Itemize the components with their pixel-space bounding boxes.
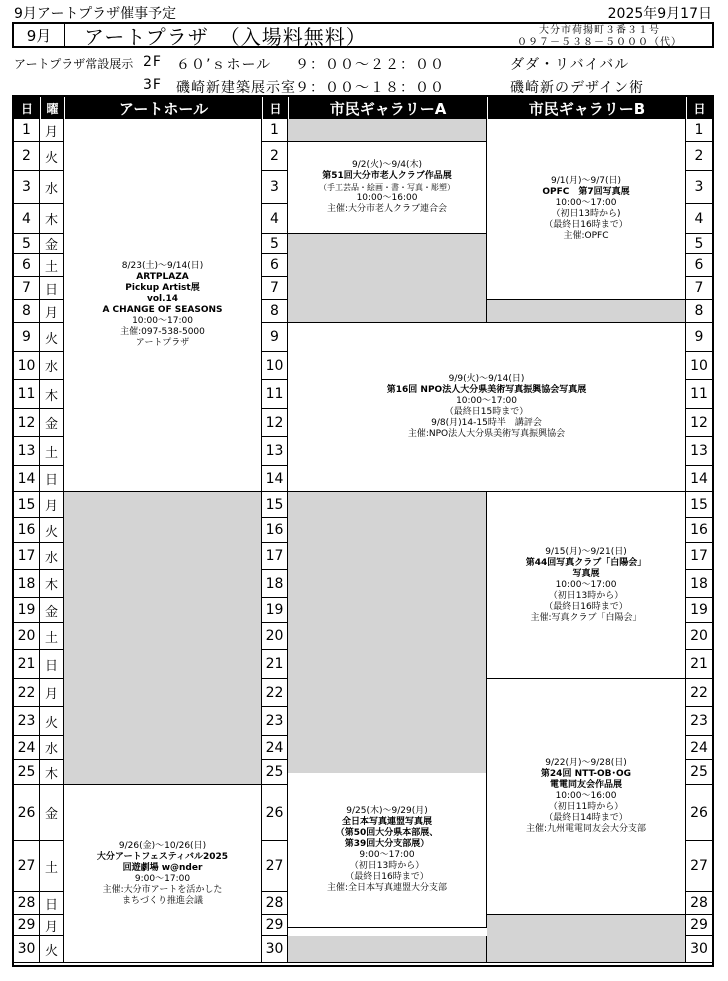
event-line: （最終日16時まで）	[544, 220, 628, 230]
day-number: 17	[14, 543, 40, 570]
event-line: アートプラザ	[135, 338, 190, 348]
day-number: 9	[14, 323, 40, 352]
day-number: 19	[14, 598, 40, 623]
event-hall2	[64, 785, 262, 963]
day-number-2: 10	[262, 352, 288, 380]
day-number-2: 20	[262, 623, 288, 650]
weekday: 木	[40, 380, 64, 409]
event-line: 主催:大分市老人クラブ連合会	[326, 204, 448, 214]
day-number: 10	[14, 352, 40, 380]
day-number: 25	[14, 760, 40, 785]
event-line: ARTPLAZA	[136, 272, 189, 282]
day-number-3: 24	[686, 736, 712, 760]
day-number: 7	[14, 277, 40, 300]
event-line: 電電同友会作品展	[549, 780, 622, 790]
permanent-floor-2f: 2F	[143, 54, 162, 70]
day-number-3: 6	[686, 254, 712, 277]
event-a2	[288, 773, 487, 928]
day-number: 21	[14, 650, 40, 679]
day-number-2: 24	[262, 736, 288, 760]
day-number-2: 26	[262, 785, 288, 841]
day-number-3: 16	[686, 518, 712, 543]
event-line: 8/23(土)～9/14(日)	[121, 261, 204, 271]
event-ab1	[288, 323, 686, 492]
day-number: 22	[14, 679, 40, 707]
event-b2	[487, 492, 686, 679]
day-number-2: 11	[262, 380, 288, 409]
day-number-2: 28	[262, 892, 288, 915]
day-number-3: 18	[686, 570, 712, 598]
event-line: 主催:OPFC	[563, 231, 609, 241]
day-number-3: 11	[686, 380, 712, 409]
event-line: （最終日15時まで）	[444, 407, 529, 417]
day-number-2: 22	[262, 679, 288, 707]
event-line: 9/15(月)～9/21(日)	[545, 546, 627, 557]
event-b1	[487, 119, 686, 300]
event-line: 主催:全日本写真連盟大分支部	[326, 883, 448, 893]
weekday: 金	[40, 234, 64, 254]
day-number-3: 15	[686, 492, 712, 518]
col-header-gallery-a: 市民ギャラリーA	[288, 97, 487, 119]
day-number: 12	[14, 409, 40, 437]
event-line: （初日11時から）	[548, 802, 624, 812]
day-number-2: 2	[262, 142, 288, 171]
day-number-3: 5	[686, 234, 712, 254]
day-number-2: 30	[262, 936, 288, 963]
event-line: Pickup Artist展	[125, 283, 200, 293]
weekday: 火	[40, 518, 64, 543]
weekday: 金	[40, 598, 64, 623]
day-number: 23	[14, 707, 40, 736]
day-number-2: 6	[262, 254, 288, 277]
event-a1	[288, 142, 487, 234]
event-line: （第50回大分県本部展、	[335, 828, 439, 838]
weekday: 月	[40, 492, 64, 518]
day-number-3: 29	[686, 915, 712, 936]
event-line: 大分アートフェスティバル2025	[96, 851, 229, 862]
day-number-3: 1	[686, 119, 712, 142]
permanent-room-2f: ６０’ｓホール	[176, 57, 272, 73]
event-line: 10:00～17:00	[555, 579, 617, 590]
event-line: まちづくり推進会議	[122, 895, 203, 906]
day-number-2: 19	[262, 598, 288, 623]
day-number-2: 5	[262, 234, 288, 254]
weekday: 火	[40, 707, 64, 736]
event-line: 9/2(火)～9/4(木)	[351, 160, 422, 170]
event-line: 第39回大分支部展）	[344, 839, 430, 849]
col-header-weekday: 曜	[40, 97, 64, 119]
empty-slot	[487, 300, 686, 323]
event-line: 9/25(木)～9/29(月)	[346, 806, 428, 816]
permanent-hours-2f: ９：００～２２：００	[295, 57, 445, 73]
weekday: 月	[40, 119, 64, 142]
event-line: 第51回大分市老人クラブ作品展	[322, 171, 452, 181]
weekday: 土	[40, 623, 64, 650]
day-number: 1	[14, 119, 40, 142]
col-header-day: 日	[14, 97, 40, 119]
permanent-title-2f: ダダ・リバイバル	[510, 57, 630, 73]
empty-slot	[288, 119, 487, 142]
event-line: 主催:NPO法人大分県美術写真振興協会	[407, 429, 566, 439]
empty-slot	[288, 492, 487, 785]
day-number-2: 4	[262, 204, 288, 234]
day-number-2: 29	[262, 915, 288, 936]
weekday: 金	[40, 785, 64, 841]
weekday: 日	[40, 892, 64, 915]
weekday: 月	[40, 679, 64, 707]
weekday: 土	[40, 841, 64, 892]
event-line: 10:00～16:00	[555, 791, 617, 801]
day-number-3: 20	[686, 623, 712, 650]
weekday: 木	[40, 570, 64, 598]
event-line: 第24回 NTT-OB･OG	[540, 769, 632, 779]
day-number-3: 7	[686, 277, 712, 300]
weekday: 水	[40, 171, 64, 204]
issue-date: 2025年9月17日	[607, 6, 712, 22]
day-number-3: 3	[686, 171, 712, 204]
day-number-2: 15	[262, 492, 288, 518]
day-number-2: 9	[262, 323, 288, 352]
weekday: 月	[40, 300, 64, 323]
day-number-2: 7	[262, 277, 288, 300]
event-line: A CHANGE OF SEASONS	[102, 305, 223, 315]
day-number-2: 23	[262, 707, 288, 736]
event-line: （最終日16時まで）	[544, 601, 628, 612]
col-header-day-2: 日	[262, 97, 288, 119]
weekday: 月	[40, 915, 64, 936]
day-number-3: 13	[686, 437, 712, 466]
event-line: 主催:写真クラブ「白陽会」	[530, 612, 642, 623]
event-line: 10:00～17:00	[456, 396, 517, 406]
event-line: （初日13時から）	[349, 861, 425, 871]
day-number: 13	[14, 437, 40, 466]
event-line: （最終日16時まで）	[345, 872, 429, 882]
day-number-3: 30	[686, 936, 712, 963]
event-line: （初日13時から）	[548, 590, 624, 601]
venue-title: アートプラザ （入場料無料）	[84, 24, 367, 49]
event-line: 10:00～16:00	[356, 193, 418, 203]
day-number: 3	[14, 171, 40, 204]
day-number: 11	[14, 380, 40, 409]
day-number-3: 4	[686, 204, 712, 234]
day-number-2: 13	[262, 437, 288, 466]
weekday: 火	[40, 142, 64, 171]
weekday: 火	[40, 936, 64, 963]
event-line: vol.14	[146, 294, 179, 304]
day-number: 14	[14, 466, 40, 492]
event-hall1	[64, 119, 262, 492]
event-line: 9/26(金)～10/26(日)	[118, 840, 207, 851]
day-number: 27	[14, 841, 40, 892]
empty-slot	[64, 492, 262, 785]
day-number: 2	[14, 142, 40, 171]
event-line: 第16回 NPO法人大分県美術写真振興協会写真展	[386, 385, 587, 395]
event-line: （手工芸品・絵画・書・写真・彫塑）	[319, 183, 455, 192]
day-number: 6	[14, 254, 40, 277]
event-line: （最終日14時まで）	[544, 813, 628, 823]
day-number-3: 14	[686, 466, 712, 492]
event-line: （初日13時から)	[551, 209, 621, 219]
event-line: 9:00～17:00	[359, 850, 415, 860]
day-number-2: 14	[262, 466, 288, 492]
day-number-3: 21	[686, 650, 712, 679]
col-header-day-3: 日	[686, 97, 712, 119]
day-number-3: 19	[686, 598, 712, 623]
day-number: 15	[14, 492, 40, 518]
event-line: 9/9(火)～9/14(日)	[448, 374, 525, 384]
weekday: 土	[40, 437, 64, 466]
permanent-label: アートプラザ常設展示	[14, 57, 134, 71]
day-number-2: 8	[262, 300, 288, 323]
day-number: 18	[14, 570, 40, 598]
col-header-gallery-b: 市民ギャラリーB	[487, 97, 686, 119]
weekday: 日	[40, 466, 64, 492]
weekday: 水	[40, 543, 64, 570]
day-number-2: 17	[262, 543, 288, 570]
event-line: 第44回写真クラブ「白陽会」	[525, 557, 647, 568]
weekday: 土	[40, 254, 64, 277]
day-number: 4	[14, 204, 40, 234]
event-line: 全日本写真連盟写真展	[341, 817, 432, 827]
header-box	[12, 22, 714, 48]
venue-address	[517, 25, 682, 49]
day-number-3: 8	[686, 300, 712, 323]
permanent-floor-3f: 3F	[143, 77, 162, 93]
day-number: 20	[14, 623, 40, 650]
event-line: 9:00～17:00	[134, 873, 191, 884]
permanent-room-3f: 磯崎新建築展示室	[176, 80, 296, 96]
permanent-title-3f: 磯崎新のデザイン術	[510, 80, 645, 96]
weekday: 木	[40, 204, 64, 234]
day-number-2: 25	[262, 760, 288, 785]
day-number-3: 26	[686, 785, 712, 841]
col-header-art-hall: アートホール	[64, 97, 262, 119]
day-number: 5	[14, 234, 40, 254]
event-line: 写真展	[572, 568, 600, 579]
day-number-2: 1	[262, 119, 288, 142]
day-number-3: 23	[686, 707, 712, 736]
event-line: 10:00～17:00	[555, 198, 617, 208]
day-number-3: 22	[686, 679, 712, 707]
address-text: 大分市荷揚町３番３１号	[539, 25, 660, 36]
day-number-2: 16	[262, 518, 288, 543]
weekday: 金	[40, 409, 64, 437]
day-number: 30	[14, 936, 40, 963]
event-line: 回遊劇場 w@nder	[122, 862, 203, 873]
day-number-3: 27	[686, 841, 712, 892]
day-number-3: 25	[686, 760, 712, 785]
day-number: 26	[14, 785, 40, 841]
empty-slot	[487, 915, 686, 963]
day-number: 28	[14, 892, 40, 915]
day-number: 8	[14, 300, 40, 323]
day-number-2: 27	[262, 841, 288, 892]
event-line: 9/8(月)14-15時半 講評会	[431, 418, 542, 428]
day-number: 24	[14, 736, 40, 760]
weekday: 水	[40, 352, 64, 380]
permanent-hours-3f: ９：００～１８：００	[295, 80, 445, 96]
month-label: 9月	[14, 24, 65, 46]
day-number-3: 2	[686, 142, 712, 171]
day-number: 16	[14, 518, 40, 543]
day-number-2: 3	[262, 171, 288, 204]
event-line: 10:00～17:00	[132, 316, 193, 326]
phone-text: ０９７－５３８－５０００（代）	[517, 37, 682, 48]
day-number-3: 12	[686, 409, 712, 437]
day-number-3: 17	[686, 543, 712, 570]
day-number-2: 21	[262, 650, 288, 679]
empty-slot	[288, 234, 487, 323]
weekday: 火	[40, 323, 64, 352]
weekday: 日	[40, 650, 64, 679]
empty-slot	[288, 936, 487, 963]
event-line: 主催:097-538-5000	[120, 327, 205, 337]
day-number: 29	[14, 915, 40, 936]
schedule-heading: 9月アートプラザ催事予定	[14, 6, 177, 22]
day-number-2: 18	[262, 570, 288, 598]
event-line: OPFC 第7回写真展	[542, 187, 630, 197]
day-number-3: 28	[686, 892, 712, 915]
event-line: 9/22(月)～9/28(日)	[545, 758, 627, 768]
weekday: 水	[40, 736, 64, 760]
event-line: 9/1(月)～9/7(日)	[550, 176, 621, 186]
day-number-2: 12	[262, 409, 288, 437]
weekday: 日	[40, 277, 64, 300]
calendar-grid	[12, 95, 714, 967]
weekday: 木	[40, 760, 64, 785]
day-number-3: 10	[686, 352, 712, 380]
event-b3	[487, 679, 686, 915]
event-line: 主催:大分市アートを活かした	[102, 884, 223, 895]
event-line: 主催:九州電電同友会大分支部	[525, 824, 647, 834]
day-number-3: 9	[686, 323, 712, 352]
